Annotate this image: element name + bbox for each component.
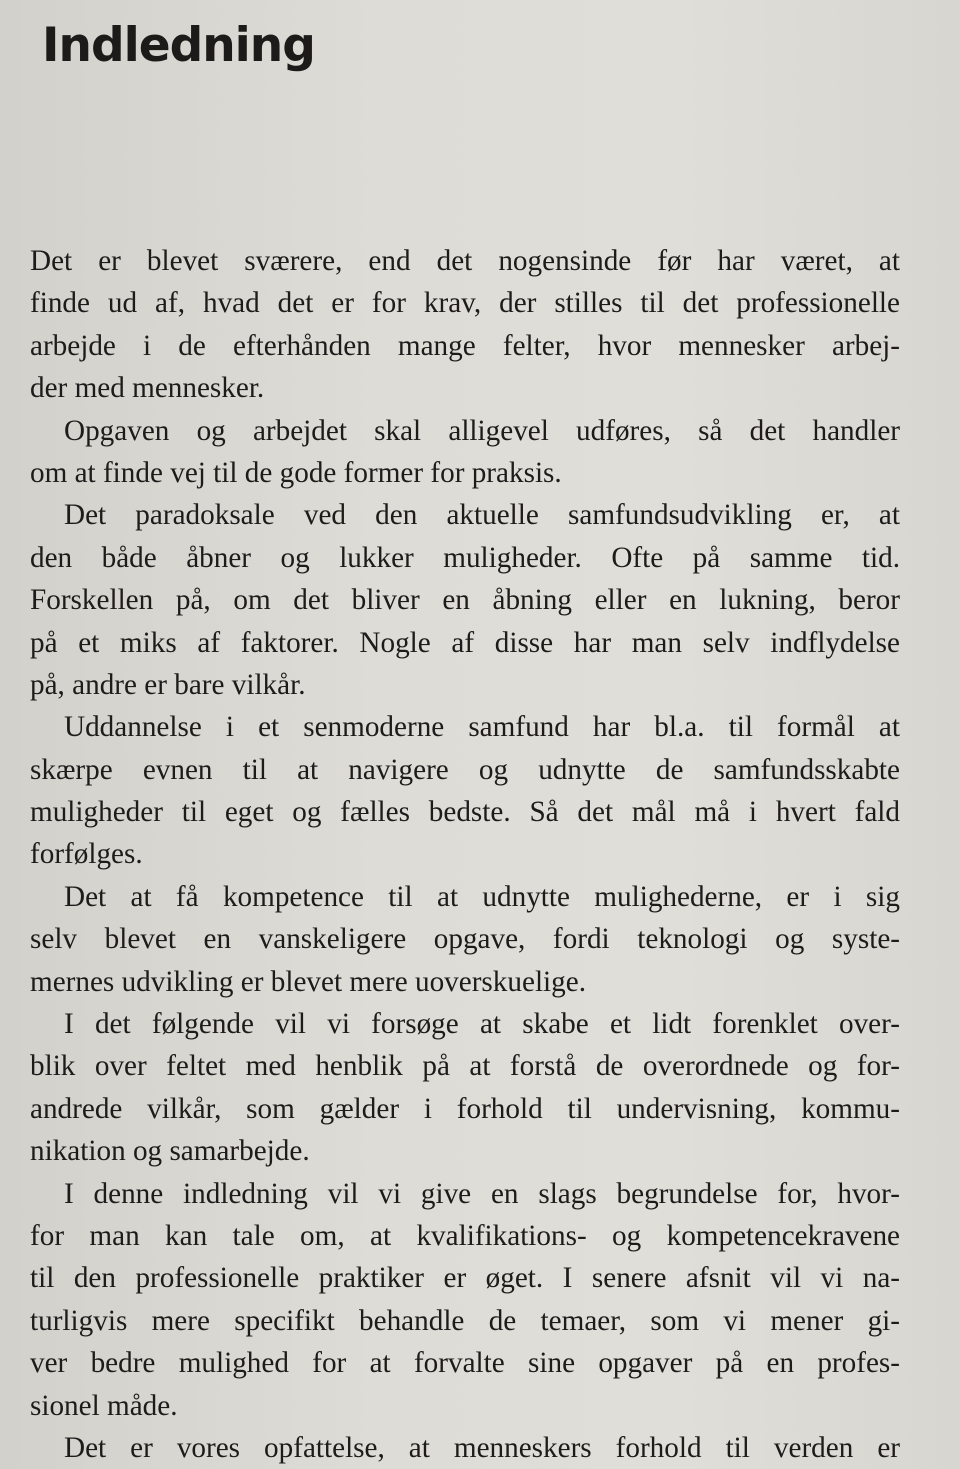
text-line: mernes udvikling er blevet mere uoverskuelige. <box>30 965 587 998</box>
text-line: der med mennesker. <box>30 372 265 405</box>
text-line: Det at få kompetence til at udnytte mulighederne, er i sig <box>64 880 900 913</box>
text-line: finde ud af, hvad det er for krav, der stilles til det professionelle <box>30 287 900 320</box>
text-line: turligvis mere specifikt behandle de temaer, som vi mener gi- <box>30 1304 900 1337</box>
paragraph <box>30 410 900 495</box>
text-line: Opgaven og arbejdet skal alligevel udføres, så det handler <box>64 414 900 447</box>
text-line: forfølges. <box>30 838 143 871</box>
paragraph <box>30 494 900 706</box>
text-line: arbejde i de efterhånden mange felter, hvor mennesker arbej- <box>30 329 900 362</box>
paragraph <box>30 1003 900 1173</box>
text-line: Forskellen på, om det bliver en åbning eller en lukning, beror <box>30 584 900 617</box>
text-line: på et miks af faktorer. Nogle af disse har man selv indflydelse <box>30 626 900 659</box>
text-line: om at finde vej til de gode former for praksis. <box>30 456 562 489</box>
text-line: Det paradoksale ved den aktuelle samfundsudvikling er, at <box>64 499 900 532</box>
text-line: Uddannelse i et senmoderne samfund har bl.a. til formål at <box>64 711 900 744</box>
text-line: på, andre er bare vilkår. <box>30 668 306 701</box>
text-line: ver bedre mulighed for at forvalte sine opgaver på en profes- <box>30 1347 900 1380</box>
text-line: blik over feltet med henblik på at forstå de overordnede og for- <box>30 1050 900 1083</box>
text-line: skærpe evnen til at navigere og udnytte de samfundsskabte <box>30 753 900 786</box>
paragraph <box>30 1427 900 1469</box>
text-line: Det er blevet sværere, end det nogensinde før har været, at <box>30 245 900 277</box>
text-line: Det er vores opfattelse, at menneskers forhold til verden er <box>64 1431 900 1464</box>
text-line: for man kan tale om, at kvalifikations- og kompetencekravene <box>30 1219 900 1252</box>
text-line: muligheder til eget og fælles bedste. Så det mål må i hvert fald <box>30 796 900 829</box>
paragraph <box>30 876 900 1003</box>
paragraph <box>30 1173 900 1427</box>
text-line: andrede vilkår, som gælder i forhold til undervisning, kommu- <box>30 1092 900 1125</box>
body-text <box>30 240 900 1469</box>
text-line: den både åbner og lukker muligheder. Ofte på samme tid. <box>30 541 900 574</box>
paragraph <box>30 706 900 876</box>
text-line: nikation og samarbejde. <box>30 1135 310 1168</box>
text-line: I det følgende vil vi forsøge at skabe et lidt forenklet over- <box>64 1008 900 1041</box>
chapter-heading: Indledning <box>42 18 315 73</box>
paragraph <box>30 240 900 410</box>
text-line: sionel måde. <box>30 1389 178 1422</box>
text-line: I denne indledning vil vi give en slags begrundelse for, hvor- <box>64 1177 900 1210</box>
text-line: til den professionelle praktiker er øget. I senere afsnit vil vi na- <box>30 1262 900 1295</box>
text-line: selv blevet en vanskeligere opgave, fordi teknologi og syste- <box>30 923 900 956</box>
